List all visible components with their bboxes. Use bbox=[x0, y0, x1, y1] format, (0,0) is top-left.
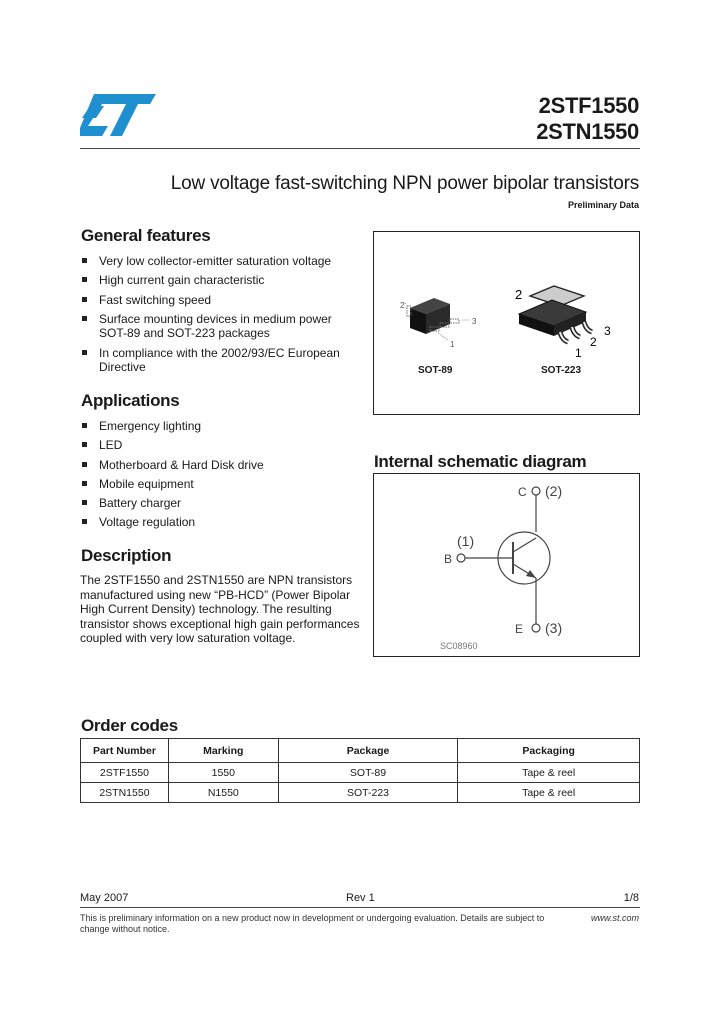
column-header: Packaging bbox=[458, 739, 640, 763]
sot223-tab-pin-2: 2 bbox=[515, 287, 523, 302]
collector-letter: C bbox=[518, 485, 527, 499]
sot223-pin-3: 3 bbox=[604, 324, 611, 338]
table-cell: 2STF1550 bbox=[81, 763, 169, 783]
table-cell: 2STN1550 bbox=[81, 783, 169, 803]
list-item: Voltage regulation bbox=[80, 515, 355, 530]
base-letter: B bbox=[444, 552, 453, 566]
sot223-pin-1: 1 bbox=[575, 346, 582, 360]
part-number-1: 2STF1550 bbox=[538, 93, 639, 118]
column-header: Part Number bbox=[81, 739, 169, 763]
emitter-letter: E bbox=[515, 622, 524, 636]
collector-pin: (2) bbox=[545, 483, 563, 499]
part-number-2: 2STN1550 bbox=[536, 119, 639, 144]
description-text: The 2STF1550 and 2STN1550 are NPN transistors manufactured using new “PB-HCD” (Power Bipolar High Current Density) technology. The resulting transistor shows exceptional high gain performances coupled with very low saturation voltage. bbox=[80, 573, 360, 646]
footer-date: May 2007 bbox=[80, 892, 129, 904]
sot89-pin-2: 2 bbox=[400, 301, 405, 310]
list-item: Surface mounting devices in medium power SOT-89 and SOT-223 packages bbox=[80, 312, 355, 341]
applications-list bbox=[80, 419, 355, 535]
package-illustration-box bbox=[373, 231, 640, 415]
sot89-package-icon bbox=[402, 298, 470, 340]
table-row bbox=[81, 763, 640, 783]
schematic-box bbox=[373, 473, 640, 657]
table-cell: SOT-223 bbox=[278, 783, 458, 803]
header-divider bbox=[80, 148, 640, 149]
sot89-pin-3: 3 bbox=[472, 317, 477, 326]
sot223-pin-2: 2 bbox=[590, 335, 597, 349]
list-item: Mobile equipment bbox=[80, 477, 355, 492]
column-header: Marking bbox=[168, 739, 278, 763]
sot223-package-icon bbox=[519, 286, 592, 342]
description-heading: Description bbox=[81, 546, 172, 565]
preliminary-data-label: Preliminary Data bbox=[567, 200, 639, 210]
document-subtitle: Low voltage fast-switching NPN power bipolar transistors bbox=[170, 173, 639, 194]
schematic-heading: Internal schematic diagram bbox=[374, 452, 587, 471]
table-row bbox=[81, 783, 640, 803]
npn-transistor-symbol bbox=[374, 474, 639, 656]
list-item: Motherboard & Hard Disk drive bbox=[80, 458, 355, 473]
table-header-row bbox=[81, 739, 640, 763]
list-item: In compliance with the 2002/93/EC European Directive bbox=[80, 346, 355, 375]
sot223-label: SOT-223 bbox=[541, 365, 582, 376]
sot89-pin-1: 1 bbox=[450, 340, 455, 349]
list-item: Emergency lighting bbox=[80, 419, 355, 434]
package-drawings bbox=[374, 232, 639, 414]
list-item: High current gain characteristic bbox=[80, 273, 355, 288]
footer-revision: Rev 1 bbox=[346, 892, 375, 904]
footer-divider bbox=[80, 907, 640, 908]
st-logo bbox=[80, 92, 156, 138]
table-cell: 1550 bbox=[168, 763, 278, 783]
order-codes-table bbox=[80, 738, 640, 803]
footer-url-link[interactable]: www.st.com bbox=[590, 913, 639, 923]
list-item: Very low collector-emitter saturation voltage bbox=[80, 254, 355, 269]
table-cell: N1550 bbox=[168, 783, 278, 803]
footer-page-number: 1/8 bbox=[623, 892, 639, 904]
list-item: Fast switching speed bbox=[80, 293, 355, 308]
table-cell: Tape & reel bbox=[458, 763, 640, 783]
base-pin: (1) bbox=[457, 533, 475, 549]
schematic-code: SC08960 bbox=[440, 641, 478, 651]
table-cell: SOT-89 bbox=[278, 763, 458, 783]
table-cell: Tape & reel bbox=[458, 783, 640, 803]
footer-disclaimer: This is preliminary information on a new product now in development or undergoing evaluation. Details are subject to change without notice. bbox=[80, 913, 545, 934]
sot89-label: SOT-89 bbox=[418, 365, 453, 376]
general-features-heading: General features bbox=[81, 226, 211, 245]
applications-heading: Applications bbox=[81, 391, 180, 410]
list-item: Battery charger bbox=[80, 496, 355, 511]
column-header: Package bbox=[278, 739, 458, 763]
general-features-list bbox=[80, 254, 355, 379]
order-codes-heading: Order codes bbox=[81, 716, 178, 735]
emitter-pin: (3) bbox=[545, 620, 563, 636]
list-item: LED bbox=[80, 438, 355, 453]
